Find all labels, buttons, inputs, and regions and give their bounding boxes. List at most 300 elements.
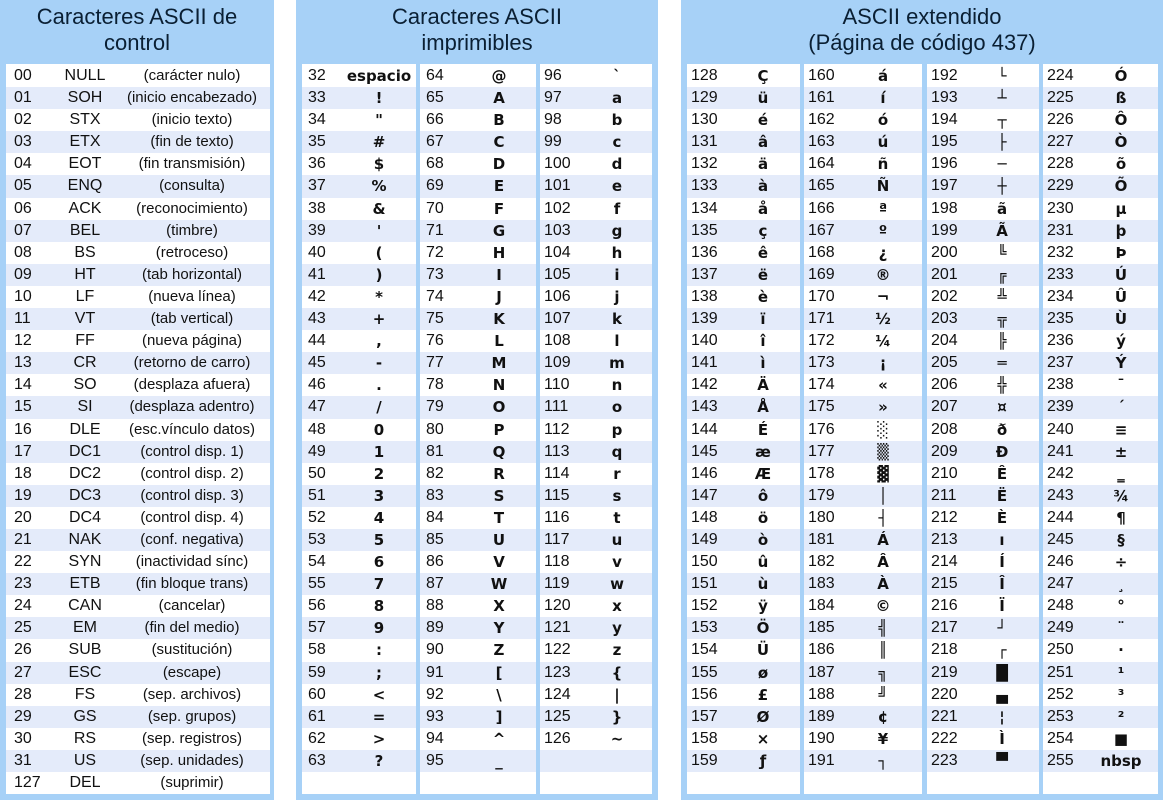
code-cell: 85 xyxy=(426,530,444,548)
char-cell: g xyxy=(611,221,623,240)
char-cell: ¡ xyxy=(879,354,887,373)
char-cell: } xyxy=(611,707,623,726)
code-cell: 36 xyxy=(308,155,326,173)
table-row xyxy=(804,175,922,197)
table-row xyxy=(540,617,652,639)
table-row xyxy=(540,463,652,485)
char-cell: 0 xyxy=(373,420,385,439)
table-row xyxy=(420,308,536,330)
char-cell: Ô xyxy=(1114,111,1128,130)
char-cell: h xyxy=(611,243,623,262)
table-row xyxy=(1043,551,1158,573)
table-row xyxy=(540,507,652,529)
char-cell: ) xyxy=(375,265,383,284)
char-cell: " xyxy=(375,111,383,130)
table-row xyxy=(1043,750,1158,772)
table-row xyxy=(927,706,1039,728)
description-cell: (fin transmisión) xyxy=(138,155,246,173)
extended-panel xyxy=(681,0,1163,800)
table-row xyxy=(804,772,922,794)
description-cell: (control disp. 1) xyxy=(140,442,244,460)
code-cell: 172 xyxy=(808,332,835,350)
char-cell: Ã xyxy=(996,221,1008,240)
table-row xyxy=(6,198,270,220)
code-cell: 254 xyxy=(1047,729,1074,747)
char-cell: 1 xyxy=(373,442,385,461)
code-cell: 167 xyxy=(808,221,835,239)
code-cell: 243 xyxy=(1047,486,1074,504)
table-row xyxy=(1043,728,1158,750)
code-cell: 251 xyxy=(1047,663,1074,681)
char-cell: ÿ xyxy=(758,597,768,616)
char-cell: ƒ xyxy=(759,751,767,770)
table-row xyxy=(6,175,270,197)
description-cell: (tab vertical) xyxy=(150,310,234,328)
code-cell: 120 xyxy=(544,597,571,615)
table-row xyxy=(302,286,416,308)
char-cell: . xyxy=(376,376,382,395)
code-cell: 191 xyxy=(808,751,835,769)
abbrev-cell: NAK xyxy=(68,530,102,548)
description-cell: (fin de texto) xyxy=(150,133,234,151)
table-row xyxy=(6,131,270,153)
char-cell: q xyxy=(611,442,623,461)
char-cell: s xyxy=(612,486,622,505)
char-cell: Z xyxy=(493,641,505,660)
char-cell: 7 xyxy=(373,575,385,594)
char-cell: ; xyxy=(376,663,382,682)
code-cell: 223 xyxy=(931,751,958,769)
description-cell: (sep. archivos) xyxy=(142,685,242,703)
table-row xyxy=(804,352,922,374)
code-cell: 196 xyxy=(931,155,958,173)
table-row xyxy=(687,639,800,661)
code-cell: 245 xyxy=(1047,530,1074,548)
code-cell: 183 xyxy=(808,575,835,593)
code-cell: 208 xyxy=(931,420,958,438)
table-row xyxy=(302,153,416,175)
abbrev-cell: LF xyxy=(75,287,95,305)
code-cell: 49 xyxy=(308,442,326,460)
code-cell: 11 xyxy=(14,310,31,328)
char-cell: ▀ xyxy=(996,751,1008,770)
char-cell: ® xyxy=(875,265,891,284)
extended-title: ASCII extendido (Página de código 437) xyxy=(808,4,1036,55)
char-cell: é xyxy=(757,111,769,130)
char-cell: Á xyxy=(877,530,889,549)
code-cell: 41 xyxy=(308,265,326,283)
table-row xyxy=(6,153,270,175)
control-panel xyxy=(0,0,274,800)
char-cell: è xyxy=(757,287,769,306)
code-cell: 105 xyxy=(544,265,571,283)
code-cell: 216 xyxy=(931,597,958,615)
table-row xyxy=(540,728,652,750)
abbrev-cell: BEL xyxy=(69,221,101,239)
code-cell: 127 xyxy=(14,774,41,791)
char-cell: m xyxy=(609,354,625,373)
char-cell: ║ xyxy=(878,641,888,660)
code-cell: 32 xyxy=(308,67,326,84)
code-cell: 113 xyxy=(544,442,570,460)
code-cell: 38 xyxy=(308,199,326,217)
table-row xyxy=(540,198,652,220)
char-cell: Ì xyxy=(999,729,1005,748)
table-row xyxy=(1043,308,1158,330)
code-cell: 236 xyxy=(1047,332,1074,350)
char-cell: ¥ xyxy=(877,729,889,748)
table-row xyxy=(1043,264,1158,286)
code-cell: 182 xyxy=(808,553,835,571)
table-row xyxy=(302,109,416,131)
table-row xyxy=(804,87,922,109)
code-cell: 04 xyxy=(14,155,32,173)
char-cell: ø xyxy=(757,663,769,682)
table-row xyxy=(687,286,800,308)
description-cell: (nueva página) xyxy=(141,332,243,350)
code-cell: 241 xyxy=(1047,442,1074,460)
code-cell: 54 xyxy=(308,553,326,571)
table-row xyxy=(420,639,536,661)
description-cell: (escape) xyxy=(162,663,222,681)
char-cell: ▒ xyxy=(877,442,889,461)
code-cell: 171 xyxy=(808,310,835,328)
table-row xyxy=(420,485,536,507)
table-row xyxy=(687,750,800,772)
char-cell: ¾ xyxy=(1113,486,1129,505)
description-cell: (control disp. 2) xyxy=(140,464,244,482)
table-row xyxy=(1043,639,1158,661)
char-cell: Î xyxy=(999,575,1005,594)
description-cell: (sep. registros) xyxy=(141,729,243,747)
description-cell: (inicio texto) xyxy=(151,111,233,129)
char-cell: ä xyxy=(757,155,769,174)
description-cell: (sep. grupos) xyxy=(147,707,237,725)
char-cell: ð xyxy=(996,420,1008,439)
char-cell: Ï xyxy=(999,597,1005,616)
char-cell: j xyxy=(614,287,620,306)
table-row xyxy=(1043,87,1158,109)
table-row xyxy=(1043,198,1158,220)
code-cell: 200 xyxy=(931,243,958,261)
code-cell: 154 xyxy=(691,641,718,659)
code-cell: 179 xyxy=(808,486,835,504)
control-table xyxy=(6,64,270,794)
char-cell: ´ xyxy=(1117,398,1125,417)
table-row xyxy=(302,264,416,286)
table-row xyxy=(1043,242,1158,264)
table-row xyxy=(687,728,800,750)
printable-title: Caracteres ASCII imprimibles xyxy=(392,4,562,55)
printable-column-1 xyxy=(302,64,416,794)
code-cell: 219 xyxy=(931,663,958,681)
table-row xyxy=(927,131,1039,153)
char-cell: æ xyxy=(755,442,771,461)
table-row xyxy=(302,684,416,706)
table-row xyxy=(1043,109,1158,131)
code-cell: 40 xyxy=(308,243,326,261)
char-cell: M xyxy=(491,354,507,373)
char-cell: { xyxy=(611,663,623,682)
table-row xyxy=(687,595,800,617)
code-cell: 116 xyxy=(544,508,570,526)
abbrev-cell: HT xyxy=(74,265,96,283)
table-row xyxy=(1043,352,1158,374)
table-row xyxy=(6,617,270,639)
table-row xyxy=(420,441,536,463)
table-row xyxy=(804,109,922,131)
table-row xyxy=(927,662,1039,684)
abbrev-cell: DC2 xyxy=(68,464,101,482)
char-cell: ö xyxy=(757,508,769,527)
char-cell: å xyxy=(757,199,769,218)
table-row xyxy=(804,419,922,441)
table-row xyxy=(687,706,800,728)
description-cell: (inicio encabezado) xyxy=(126,89,258,107)
table-row xyxy=(6,220,270,242)
code-cell: 249 xyxy=(1047,619,1074,637)
code-cell: 138 xyxy=(691,287,718,305)
code-cell: 145 xyxy=(691,442,718,460)
description-cell: (conf. negativa) xyxy=(140,530,244,548)
char-cell: ê xyxy=(757,243,769,262)
description-cell: (carácter nulo) xyxy=(143,67,241,84)
char-cell: Ý xyxy=(1115,354,1127,373)
char-cell: á xyxy=(877,67,889,85)
table-row xyxy=(927,507,1039,529)
description-cell: (inactividad sínc) xyxy=(135,553,249,571)
table-row xyxy=(540,286,652,308)
table-row xyxy=(927,396,1039,418)
table-row xyxy=(420,65,536,87)
char-cell: n xyxy=(611,376,623,395)
code-cell: 180 xyxy=(808,508,835,526)
table-row xyxy=(687,264,800,286)
code-cell: 235 xyxy=(1047,310,1074,328)
code-cell: 107 xyxy=(544,310,571,328)
char-cell: 2 xyxy=(373,464,385,483)
code-cell: 218 xyxy=(931,641,958,659)
table-row xyxy=(6,573,270,595)
code-cell: 153 xyxy=(691,619,718,637)
table-row xyxy=(420,684,536,706)
code-cell: 227 xyxy=(1047,133,1074,151)
char-cell: y xyxy=(612,619,622,638)
table-row xyxy=(6,441,270,463)
char-cell: ¸ xyxy=(1117,575,1125,594)
abbrev-cell: ESC xyxy=(68,663,102,681)
table-row xyxy=(6,662,270,684)
table-row xyxy=(927,728,1039,750)
char-cell: ┴ xyxy=(997,89,1007,108)
code-cell: 188 xyxy=(808,685,835,703)
char-cell: ^ xyxy=(492,729,506,748)
code-cell: 74 xyxy=(426,287,444,305)
abbrev-cell: DC3 xyxy=(68,486,101,504)
table-row xyxy=(6,706,270,728)
table-row xyxy=(1043,485,1158,507)
code-cell: 15 xyxy=(14,398,32,416)
table-row xyxy=(687,109,800,131)
table-row xyxy=(420,175,536,197)
table-row xyxy=(420,374,536,396)
abbrev-cell: CR xyxy=(73,354,97,372)
code-cell: 43 xyxy=(308,310,326,328)
char-cell: © xyxy=(875,597,891,616)
table-row xyxy=(927,65,1039,87)
char-cell: e xyxy=(611,177,623,196)
table-row xyxy=(420,220,536,242)
char-cell: ~ xyxy=(610,729,624,748)
abbrev-cell: GS xyxy=(73,707,97,725)
abbrev-cell: ETX xyxy=(69,133,101,151)
char-cell: £ xyxy=(757,685,769,704)
abbrev-cell: BS xyxy=(74,243,96,261)
table-row xyxy=(540,529,652,551)
table-row xyxy=(302,419,416,441)
table-row xyxy=(804,198,922,220)
char-cell: µ xyxy=(1115,199,1127,218)
char-cell: Ú xyxy=(1114,265,1128,284)
char-cell: x xyxy=(612,597,622,616)
code-cell: 93 xyxy=(426,707,444,725)
code-cell: 242 xyxy=(1047,464,1074,482)
char-cell: ¼ xyxy=(875,332,891,351)
char-cell: \ xyxy=(496,685,502,704)
description-cell: (tab horizontal) xyxy=(141,265,243,283)
table-row xyxy=(540,419,652,441)
table-row xyxy=(6,595,270,617)
code-cell: 187 xyxy=(808,663,835,681)
char-cell: À xyxy=(877,575,889,594)
table-row xyxy=(420,198,536,220)
table-row xyxy=(1043,441,1158,463)
code-cell: 90 xyxy=(426,641,444,659)
code-cell: 112 xyxy=(544,420,570,438)
table-row xyxy=(302,65,416,87)
char-cell: ≡ xyxy=(1114,420,1128,439)
code-cell: 205 xyxy=(931,354,958,372)
table-row xyxy=(687,507,800,529)
code-cell: 80 xyxy=(426,420,444,438)
code-cell: 162 xyxy=(808,111,835,129)
code-cell: 186 xyxy=(808,641,835,659)
table-row xyxy=(687,441,800,463)
table-row xyxy=(687,65,800,87)
code-cell: 18 xyxy=(14,464,32,482)
description-cell: (control disp. 4) xyxy=(140,508,244,526)
table-row xyxy=(302,617,416,639)
code-cell: 83 xyxy=(426,486,444,504)
table-row xyxy=(1043,220,1158,242)
table-row xyxy=(302,352,416,374)
code-cell: 02 xyxy=(14,111,32,129)
code-cell: 137 xyxy=(691,265,718,283)
table-row xyxy=(6,507,270,529)
char-cell: È xyxy=(996,508,1008,527)
code-cell: 78 xyxy=(426,376,444,394)
code-cell: 118 xyxy=(544,553,570,571)
table-row xyxy=(687,220,800,242)
code-cell: 250 xyxy=(1047,641,1074,659)
extended-column-1 xyxy=(687,64,800,794)
char-cell: ╦ xyxy=(997,310,1007,329)
code-cell: 194 xyxy=(931,111,958,129)
code-cell: 184 xyxy=(808,597,835,615)
char-cell: ┼ xyxy=(997,177,1007,196)
char-cell: > xyxy=(372,729,386,748)
table-row xyxy=(302,750,416,772)
table-row xyxy=(6,330,270,352)
code-cell: 212 xyxy=(931,508,958,526)
char-cell: E xyxy=(493,177,505,196)
table-row xyxy=(540,750,652,772)
char-cell: Ð xyxy=(995,442,1009,461)
char-cell: ì xyxy=(760,354,766,373)
table-row xyxy=(540,595,652,617)
char-cell: _ xyxy=(495,751,503,770)
code-cell: 211 xyxy=(931,486,957,504)
char-cell: V xyxy=(493,553,505,572)
char-cell: ¢ xyxy=(877,707,889,726)
char-cell: └ xyxy=(997,67,1007,85)
table-row xyxy=(302,551,416,573)
code-cell: 88 xyxy=(426,597,444,615)
char-cell: ÷ xyxy=(1114,553,1128,572)
code-cell: 174 xyxy=(808,376,835,394)
code-cell: 142 xyxy=(691,376,718,394)
table-row xyxy=(1043,529,1158,551)
table-row xyxy=(927,573,1039,595)
code-cell: 157 xyxy=(691,707,718,725)
char-cell: P xyxy=(493,420,505,439)
code-cell: 197 xyxy=(931,177,958,195)
table-row xyxy=(687,551,800,573)
table-row xyxy=(420,109,536,131)
table-row xyxy=(687,131,800,153)
table-row xyxy=(6,639,270,661)
char-cell: Í xyxy=(999,553,1005,572)
description-cell: (retroceso) xyxy=(155,243,229,261)
char-cell: v xyxy=(612,553,622,572)
table-row xyxy=(6,728,270,750)
char-cell: É xyxy=(757,420,769,439)
table-row xyxy=(1043,175,1158,197)
char-cell: p xyxy=(611,420,623,439)
char-cell: - xyxy=(375,354,383,373)
char-cell: espacio xyxy=(346,67,412,85)
char-cell: Ä xyxy=(757,376,769,395)
code-cell: 65 xyxy=(426,89,444,107)
code-cell: 82 xyxy=(426,464,444,482)
table-row xyxy=(420,463,536,485)
char-cell: 9 xyxy=(373,619,385,638)
code-cell: 61 xyxy=(308,707,326,725)
char-cell: Ç xyxy=(757,67,769,85)
table-row xyxy=(420,131,536,153)
table-row xyxy=(687,308,800,330)
table-row xyxy=(927,772,1039,794)
table-row xyxy=(804,286,922,308)
char-cell: Þ xyxy=(1115,243,1127,262)
table-row xyxy=(6,308,270,330)
table-row xyxy=(540,220,652,242)
table-row xyxy=(6,551,270,573)
description-cell: (sustitución) xyxy=(151,641,233,659)
table-row xyxy=(540,684,652,706)
code-cell: 69 xyxy=(426,177,444,195)
char-cell: Ø xyxy=(756,707,770,726)
